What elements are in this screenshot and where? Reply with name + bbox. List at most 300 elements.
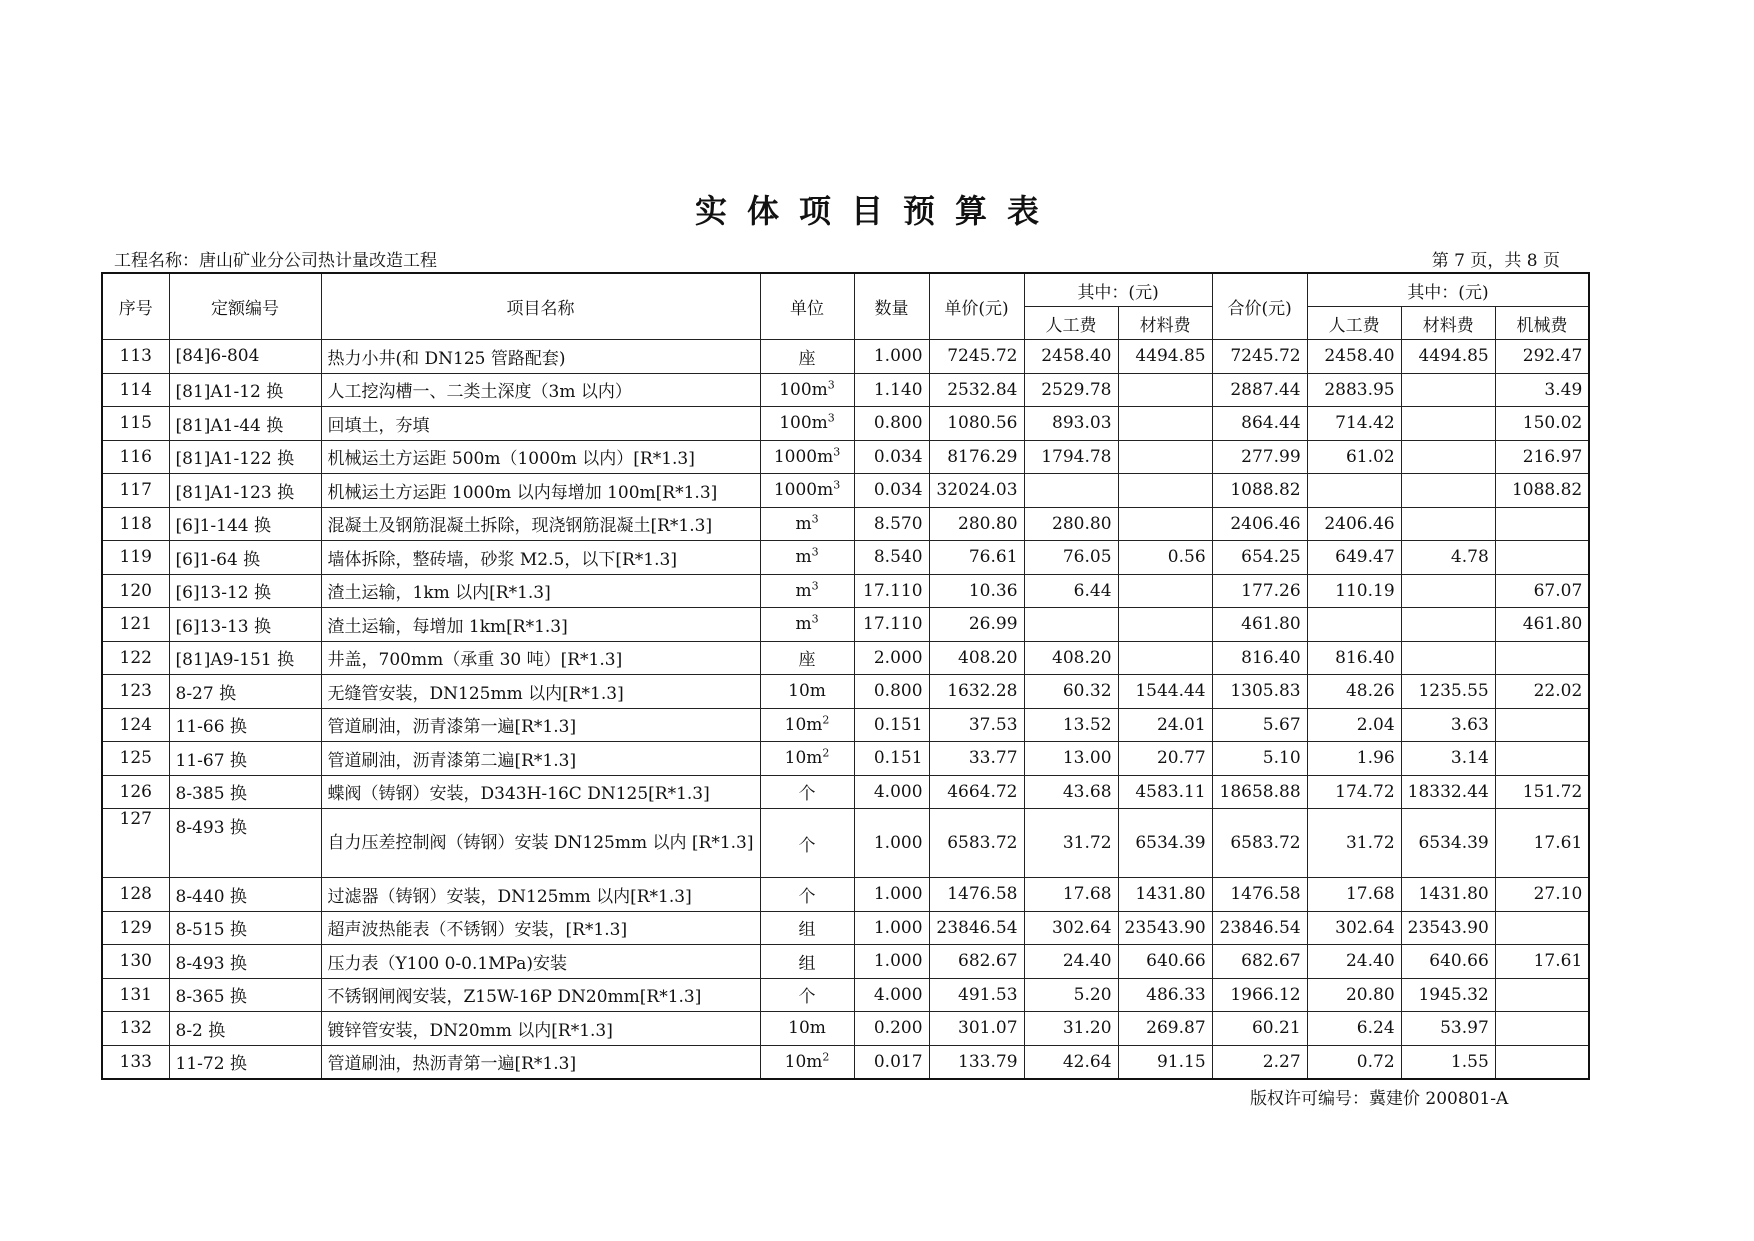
cell-labor-unit: 6.44 bbox=[1024, 574, 1118, 608]
cell-total: 60.21 bbox=[1212, 1012, 1307, 1046]
cell-seq: 132 bbox=[102, 1012, 169, 1046]
unit-text: 10m bbox=[784, 1051, 823, 1072]
cell-labor-unit: 280.80 bbox=[1024, 507, 1118, 541]
cell-unit bbox=[760, 742, 854, 776]
cell-seq: 129 bbox=[102, 911, 169, 945]
cell-material-unit bbox=[1118, 574, 1212, 608]
budget-table bbox=[101, 272, 1590, 1080]
cell-qty: 4.000 bbox=[854, 978, 929, 1012]
cell-item-name: 自力压差控制阀（铸钢）安装 DN125mm 以内 [R*1.3] bbox=[321, 809, 760, 878]
cell-item-name: 墙体拆除，整砖墙，砂浆 M2.5，以下[R*1.3] bbox=[321, 541, 760, 575]
cell-item-name: 井盖，700mm（承重 30 吨）[R*1.3] bbox=[321, 641, 760, 675]
cell-material-unit: 24.01 bbox=[1118, 708, 1212, 742]
table-row bbox=[102, 373, 1589, 407]
cell-unit bbox=[760, 474, 854, 508]
unit-exponent: 2 bbox=[822, 1050, 830, 1064]
table-row bbox=[102, 641, 1589, 675]
cell-unit-price: 7245.72 bbox=[929, 340, 1024, 374]
cell-material-total bbox=[1401, 440, 1495, 474]
table-row bbox=[102, 708, 1589, 742]
cell-material-unit: 4583.11 bbox=[1118, 775, 1212, 809]
cell-code: [6]13-13 换 bbox=[169, 608, 321, 642]
cell-labor-unit: 2529.78 bbox=[1024, 373, 1118, 407]
cell-code: 8-27 换 bbox=[169, 675, 321, 709]
cell-total: 23846.54 bbox=[1212, 911, 1307, 945]
cell-labor-unit: 893.03 bbox=[1024, 407, 1118, 441]
cell-total: 2887.44 bbox=[1212, 373, 1307, 407]
cell-material-total bbox=[1401, 641, 1495, 675]
unit-text: 个 bbox=[798, 784, 816, 805]
cell-labor-total: 20.80 bbox=[1307, 978, 1401, 1012]
cell-material-total bbox=[1401, 507, 1495, 541]
header-row-1 bbox=[102, 273, 1589, 307]
cell-labor-total: 17.68 bbox=[1307, 878, 1401, 912]
cell-code: 8-493 换 bbox=[169, 809, 321, 878]
cell-item-name: 热力小井(和 DN125 管路配套) bbox=[321, 340, 760, 374]
cell-qty: 17.110 bbox=[854, 608, 929, 642]
cell-labor-unit: 13.00 bbox=[1024, 742, 1118, 776]
unit-text: 1000m bbox=[773, 446, 834, 467]
cell-unit bbox=[760, 440, 854, 474]
cell-machine-total: 151.72 bbox=[1495, 775, 1589, 809]
cell-machine-total bbox=[1495, 978, 1589, 1012]
cell-labor-total: 1.96 bbox=[1307, 742, 1401, 776]
cell-seq: 115 bbox=[102, 407, 169, 441]
cell-material-unit bbox=[1118, 373, 1212, 407]
cell-labor-unit: 31.72 bbox=[1024, 809, 1118, 878]
cell-machine-total: 150.02 bbox=[1495, 407, 1589, 441]
cell-material-total: 18332.44 bbox=[1401, 775, 1495, 809]
cell-labor-unit: 5.20 bbox=[1024, 978, 1118, 1012]
cell-labor-total: 2458.40 bbox=[1307, 340, 1401, 374]
cell-item-name: 过滤器（铸钢）安装，DN125mm 以内[R*1.3] bbox=[321, 878, 760, 912]
cell-qty: 0.034 bbox=[854, 474, 929, 508]
cell-labor-total: 0.72 bbox=[1307, 1045, 1401, 1079]
cell-unit-price: 1632.28 bbox=[929, 675, 1024, 709]
cell-seq: 131 bbox=[102, 978, 169, 1012]
cell-total: 1305.83 bbox=[1212, 675, 1307, 709]
cell-machine-total bbox=[1495, 507, 1589, 541]
cell-unit-price: 682.67 bbox=[929, 945, 1024, 979]
cell-unit bbox=[760, 708, 854, 742]
table-row bbox=[102, 608, 1589, 642]
table-row bbox=[102, 340, 1589, 374]
cell-material-total: 3.14 bbox=[1401, 742, 1495, 776]
cell-unit-price: 10.36 bbox=[929, 574, 1024, 608]
cell-material-total: 6534.39 bbox=[1401, 809, 1495, 878]
header-code: 定额编号 bbox=[169, 273, 321, 340]
unit-exponent: 3 bbox=[811, 579, 819, 593]
cell-material-unit: 486.33 bbox=[1118, 978, 1212, 1012]
header-unit-price: 单价(元) bbox=[929, 273, 1024, 340]
cell-total: 1476.58 bbox=[1212, 878, 1307, 912]
unit-text: m bbox=[795, 614, 812, 635]
unit-exponent: 2 bbox=[822, 713, 830, 727]
cell-code: 8-440 换 bbox=[169, 878, 321, 912]
cell-total: 461.80 bbox=[1212, 608, 1307, 642]
cell-labor-total: 174.72 bbox=[1307, 775, 1401, 809]
cell-unit bbox=[760, 407, 854, 441]
header-labor-total: 人工费 bbox=[1307, 307, 1401, 340]
header-qty: 数量 bbox=[854, 273, 929, 340]
table-row bbox=[102, 878, 1589, 912]
cell-item-name: 管道刷油，沥青漆第二遍[R*1.3] bbox=[321, 742, 760, 776]
cell-item-name: 渣土运输，1km 以内[R*1.3] bbox=[321, 574, 760, 608]
cell-unit-price: 33.77 bbox=[929, 742, 1024, 776]
cell-code: 8-2 换 bbox=[169, 1012, 321, 1046]
unit-text: m bbox=[795, 547, 812, 568]
cell-unit-price: 32024.03 bbox=[929, 474, 1024, 508]
header-of-which-total: 其中：(元) bbox=[1307, 273, 1589, 307]
cell-unit-price: 491.53 bbox=[929, 978, 1024, 1012]
unit-exponent: 3 bbox=[811, 545, 819, 559]
unit-text: 100m bbox=[779, 379, 828, 400]
cell-unit bbox=[760, 541, 854, 575]
cell-labor-total: 2406.46 bbox=[1307, 507, 1401, 541]
cell-total: 816.40 bbox=[1212, 641, 1307, 675]
cell-item-name: 管道刷油，热沥青第一遍[R*1.3] bbox=[321, 1045, 760, 1079]
cell-labor-unit: 31.20 bbox=[1024, 1012, 1118, 1046]
header-material-unit: 材料费 bbox=[1118, 307, 1212, 340]
cell-code: 8-515 换 bbox=[169, 911, 321, 945]
unit-text: 座 bbox=[798, 348, 816, 369]
cell-qty: 0.200 bbox=[854, 1012, 929, 1046]
table-row bbox=[102, 440, 1589, 474]
cell-material-total bbox=[1401, 474, 1495, 508]
cell-machine-total: 461.80 bbox=[1495, 608, 1589, 642]
cell-unit-price: 1476.58 bbox=[929, 878, 1024, 912]
cell-code: [81]A1-44 换 bbox=[169, 407, 321, 441]
cell-unit bbox=[760, 775, 854, 809]
cell-code: [81]A1-122 换 bbox=[169, 440, 321, 474]
cell-machine-total: 67.07 bbox=[1495, 574, 1589, 608]
unit-text: 10m bbox=[784, 714, 823, 735]
cell-total: 864.44 bbox=[1212, 407, 1307, 441]
cell-labor-total: 816.40 bbox=[1307, 641, 1401, 675]
cell-seq: 117 bbox=[102, 474, 169, 508]
unit-text: 10m bbox=[784, 748, 823, 769]
cell-machine-total bbox=[1495, 742, 1589, 776]
cell-labor-unit: 42.64 bbox=[1024, 1045, 1118, 1079]
cell-code: [81]A9-151 换 bbox=[169, 641, 321, 675]
cell-total: 177.26 bbox=[1212, 574, 1307, 608]
cell-material-unit: 23543.90 bbox=[1118, 911, 1212, 945]
cell-unit-price: 76.61 bbox=[929, 541, 1024, 575]
unit-text: 100m bbox=[779, 413, 828, 434]
page-number: 第 7 页，共 8 页 bbox=[1431, 251, 1560, 271]
cell-labor-unit: 1794.78 bbox=[1024, 440, 1118, 474]
cell-machine-total bbox=[1495, 641, 1589, 675]
cell-machine-total bbox=[1495, 708, 1589, 742]
cell-total: 2.27 bbox=[1212, 1045, 1307, 1079]
cell-unit-price: 6583.72 bbox=[929, 809, 1024, 878]
cell-seq: 118 bbox=[102, 507, 169, 541]
cell-unit bbox=[760, 1045, 854, 1079]
cell-qty: 8.540 bbox=[854, 541, 929, 575]
unit-text: 组 bbox=[798, 920, 816, 941]
copyright-note: 版权许可编号：冀建价 200801-A bbox=[1250, 1089, 1509, 1109]
cell-seq: 133 bbox=[102, 1045, 169, 1079]
cell-material-total: 4.78 bbox=[1401, 541, 1495, 575]
cell-item-name: 压力表（Y100 0-0.1MPa)安装 bbox=[321, 945, 760, 979]
cell-code: 11-72 换 bbox=[169, 1045, 321, 1079]
cell-code: 11-67 换 bbox=[169, 742, 321, 776]
table-row bbox=[102, 775, 1589, 809]
cell-labor-unit bbox=[1024, 608, 1118, 642]
header-seq: 序号 bbox=[102, 273, 169, 340]
cell-unit-price: 301.07 bbox=[929, 1012, 1024, 1046]
cell-qty: 0.151 bbox=[854, 742, 929, 776]
cell-machine-total bbox=[1495, 541, 1589, 575]
cell-material-unit: 0.56 bbox=[1118, 541, 1212, 575]
unit-exponent: 3 bbox=[811, 612, 819, 626]
unit-text: m bbox=[795, 580, 812, 601]
cell-labor-unit bbox=[1024, 474, 1118, 508]
cell-unit bbox=[760, 608, 854, 642]
cell-unit bbox=[760, 911, 854, 945]
cell-labor-total: 61.02 bbox=[1307, 440, 1401, 474]
cell-unit bbox=[760, 1012, 854, 1046]
cell-labor-unit: 24.40 bbox=[1024, 945, 1118, 979]
table-row bbox=[102, 675, 1589, 709]
cell-material-total bbox=[1401, 574, 1495, 608]
cell-qty: 1.140 bbox=[854, 373, 929, 407]
cell-item-name: 回填土，夯填 bbox=[321, 407, 760, 441]
cell-item-name: 混凝土及钢筋混凝土拆除，现浇钢筋混凝土[R*1.3] bbox=[321, 507, 760, 541]
cell-material-unit bbox=[1118, 440, 1212, 474]
cell-machine-total bbox=[1495, 911, 1589, 945]
unit-exponent: 3 bbox=[827, 411, 835, 425]
cell-material-unit: 91.15 bbox=[1118, 1045, 1212, 1079]
cell-machine-total: 17.61 bbox=[1495, 809, 1589, 878]
cell-unit bbox=[760, 809, 854, 878]
unit-text: 座 bbox=[798, 650, 816, 671]
cell-machine-total: 216.97 bbox=[1495, 440, 1589, 474]
cell-code: 8-365 换 bbox=[169, 978, 321, 1012]
cell-seq: 119 bbox=[102, 541, 169, 575]
cell-material-total: 23543.90 bbox=[1401, 911, 1495, 945]
cell-total: 1088.82 bbox=[1212, 474, 1307, 508]
cell-unit bbox=[760, 978, 854, 1012]
cell-labor-unit: 60.32 bbox=[1024, 675, 1118, 709]
cell-unit-price: 37.53 bbox=[929, 708, 1024, 742]
cell-material-unit: 269.87 bbox=[1118, 1012, 1212, 1046]
unit-text: 10m bbox=[788, 681, 826, 702]
cell-unit bbox=[760, 507, 854, 541]
unit-text: 1000m bbox=[773, 480, 834, 501]
cell-item-name: 不锈钢闸阀安装，Z15W-16P DN20mm[R*1.3] bbox=[321, 978, 760, 1012]
cell-material-total: 1945.32 bbox=[1401, 978, 1495, 1012]
table-row bbox=[102, 945, 1589, 979]
unit-text: 个 bbox=[798, 886, 816, 907]
cell-seq: 123 bbox=[102, 675, 169, 709]
cell-seq: 113 bbox=[102, 340, 169, 374]
table-row bbox=[102, 911, 1589, 945]
cell-seq: 114 bbox=[102, 373, 169, 407]
table-row bbox=[102, 1045, 1589, 1079]
cell-material-unit bbox=[1118, 641, 1212, 675]
unit-exponent: 3 bbox=[827, 378, 835, 392]
cell-code: [6]13-12 换 bbox=[169, 574, 321, 608]
cell-item-name: 蝶阀（铸钢）安装，D343H-16C DN125[R*1.3] bbox=[321, 775, 760, 809]
cell-machine-total: 3.49 bbox=[1495, 373, 1589, 407]
cell-item-name: 人工挖沟槽一、二类土深度（3m 以内） bbox=[321, 373, 760, 407]
table-row bbox=[102, 474, 1589, 508]
cell-material-unit: 1544.44 bbox=[1118, 675, 1212, 709]
cell-total: 5.67 bbox=[1212, 708, 1307, 742]
cell-unit-price: 280.80 bbox=[929, 507, 1024, 541]
cell-material-total: 1235.55 bbox=[1401, 675, 1495, 709]
cell-seq: 126 bbox=[102, 775, 169, 809]
cell-code: [6]1-64 换 bbox=[169, 541, 321, 575]
table-row bbox=[102, 1012, 1589, 1046]
cell-seq: 121 bbox=[102, 608, 169, 642]
cell-unit bbox=[760, 373, 854, 407]
cell-labor-total: 110.19 bbox=[1307, 574, 1401, 608]
cell-item-name: 机械运土方运距 500m（1000m 以内）[R*1.3] bbox=[321, 440, 760, 474]
cell-seq: 130 bbox=[102, 945, 169, 979]
header-total: 合价(元) bbox=[1212, 273, 1307, 340]
cell-total: 7245.72 bbox=[1212, 340, 1307, 374]
cell-machine-total bbox=[1495, 1012, 1589, 1046]
cell-material-total: 53.97 bbox=[1401, 1012, 1495, 1046]
header-unit: 单位 bbox=[760, 273, 854, 340]
unit-exponent: 3 bbox=[833, 478, 841, 492]
cell-seq: 127 bbox=[102, 809, 169, 878]
cell-code: [84]6-804 bbox=[169, 340, 321, 374]
cell-code: 8-385 换 bbox=[169, 775, 321, 809]
cell-machine-total bbox=[1495, 1045, 1589, 1079]
unit-text: 个 bbox=[798, 835, 816, 856]
cell-qty: 0.151 bbox=[854, 708, 929, 742]
table-row bbox=[102, 574, 1589, 608]
cell-machine-total: 22.02 bbox=[1495, 675, 1589, 709]
cell-unit bbox=[760, 340, 854, 374]
cell-code: [81]A1-123 换 bbox=[169, 474, 321, 508]
table-row bbox=[102, 978, 1589, 1012]
cell-item-name: 渣土运输，每增加 1km[R*1.3] bbox=[321, 608, 760, 642]
cell-unit bbox=[760, 945, 854, 979]
cell-total: 654.25 bbox=[1212, 541, 1307, 575]
cell-unit-price: 408.20 bbox=[929, 641, 1024, 675]
cell-qty: 2.000 bbox=[854, 641, 929, 675]
cell-labor-total: 302.64 bbox=[1307, 911, 1401, 945]
table-row bbox=[102, 541, 1589, 575]
cell-qty: 8.570 bbox=[854, 507, 929, 541]
cell-labor-unit: 408.20 bbox=[1024, 641, 1118, 675]
cell-seq: 120 bbox=[102, 574, 169, 608]
cell-material-total bbox=[1401, 373, 1495, 407]
cell-labor-unit: 17.68 bbox=[1024, 878, 1118, 912]
cell-qty: 17.110 bbox=[854, 574, 929, 608]
cell-labor-total: 24.40 bbox=[1307, 945, 1401, 979]
unit-text: 10m bbox=[788, 1018, 826, 1039]
cell-total: 277.99 bbox=[1212, 440, 1307, 474]
cell-qty: 0.034 bbox=[854, 440, 929, 474]
unit-text: m bbox=[795, 513, 812, 534]
cell-material-unit: 1431.80 bbox=[1118, 878, 1212, 912]
cell-material-unit bbox=[1118, 407, 1212, 441]
cell-seq: 125 bbox=[102, 742, 169, 776]
cell-labor-unit: 2458.40 bbox=[1024, 340, 1118, 374]
page-title: 实体项目预算表 bbox=[694, 192, 1059, 230]
cell-material-total bbox=[1401, 407, 1495, 441]
header-material-total: 材料费 bbox=[1401, 307, 1495, 340]
cell-material-total: 4494.85 bbox=[1401, 340, 1495, 374]
cell-total: 6583.72 bbox=[1212, 809, 1307, 878]
cell-seq: 122 bbox=[102, 641, 169, 675]
cell-code: 11-66 换 bbox=[169, 708, 321, 742]
header-machine-total: 机械费 bbox=[1495, 307, 1589, 340]
cell-labor-unit: 13.52 bbox=[1024, 708, 1118, 742]
cell-unit bbox=[760, 675, 854, 709]
table-row bbox=[102, 507, 1589, 541]
cell-labor-total bbox=[1307, 474, 1401, 508]
cell-total: 2406.46 bbox=[1212, 507, 1307, 541]
cell-total: 5.10 bbox=[1212, 742, 1307, 776]
cell-machine-total: 292.47 bbox=[1495, 340, 1589, 374]
cell-material-total: 640.66 bbox=[1401, 945, 1495, 979]
unit-text: 组 bbox=[798, 953, 816, 974]
cell-labor-unit: 43.68 bbox=[1024, 775, 1118, 809]
cell-total: 1966.12 bbox=[1212, 978, 1307, 1012]
cell-total: 18658.88 bbox=[1212, 775, 1307, 809]
project-name: 工程名称：唐山矿业分公司热计量改造工程 bbox=[114, 251, 437, 271]
cell-unit-price: 8176.29 bbox=[929, 440, 1024, 474]
cell-material-unit: 20.77 bbox=[1118, 742, 1212, 776]
cell-labor-total: 48.26 bbox=[1307, 675, 1401, 709]
cell-qty: 0.800 bbox=[854, 407, 929, 441]
cell-labor-total: 2.04 bbox=[1307, 708, 1401, 742]
cell-labor-unit: 76.05 bbox=[1024, 541, 1118, 575]
cell-code: [81]A1-12 换 bbox=[169, 373, 321, 407]
cell-qty: 1.000 bbox=[854, 911, 929, 945]
cell-material-unit: 4494.85 bbox=[1118, 340, 1212, 374]
cell-qty: 0.800 bbox=[854, 675, 929, 709]
cell-unit-price: 26.99 bbox=[929, 608, 1024, 642]
cell-unit-price: 1080.56 bbox=[929, 407, 1024, 441]
cell-item-name: 管道刷油，沥青漆第一遍[R*1.3] bbox=[321, 708, 760, 742]
cell-unit-price: 2532.84 bbox=[929, 373, 1024, 407]
cell-labor-total: 2883.95 bbox=[1307, 373, 1401, 407]
header-labor-unit: 人工费 bbox=[1024, 307, 1118, 340]
cell-item-name: 镀锌管安装，DN20mm 以内[R*1.3] bbox=[321, 1012, 760, 1046]
cell-unit-price: 23846.54 bbox=[929, 911, 1024, 945]
cell-qty: 1.000 bbox=[854, 878, 929, 912]
cell-labor-total: 649.47 bbox=[1307, 541, 1401, 575]
cell-labor-total: 6.24 bbox=[1307, 1012, 1401, 1046]
cell-code: 8-493 换 bbox=[169, 945, 321, 979]
cell-qty: 1.000 bbox=[854, 945, 929, 979]
cell-material-total: 1.55 bbox=[1401, 1045, 1495, 1079]
cell-machine-total: 27.10 bbox=[1495, 878, 1589, 912]
cell-seq: 124 bbox=[102, 708, 169, 742]
cell-material-unit: 640.66 bbox=[1118, 945, 1212, 979]
cell-seq: 116 bbox=[102, 440, 169, 474]
cell-total: 682.67 bbox=[1212, 945, 1307, 979]
cell-labor-total: 714.42 bbox=[1307, 407, 1401, 441]
cell-machine-total: 17.61 bbox=[1495, 945, 1589, 979]
cell-item-name: 超声波热能表（不锈钢）安装，[R*1.3] bbox=[321, 911, 760, 945]
cell-seq: 128 bbox=[102, 878, 169, 912]
cell-unit bbox=[760, 574, 854, 608]
table-row bbox=[102, 742, 1589, 776]
cell-unit bbox=[760, 878, 854, 912]
cell-qty: 4.000 bbox=[854, 775, 929, 809]
cell-labor-total bbox=[1307, 608, 1401, 642]
cell-item-name: 无缝管安装，DN125mm 以内[R*1.3] bbox=[321, 675, 760, 709]
cell-material-unit bbox=[1118, 608, 1212, 642]
